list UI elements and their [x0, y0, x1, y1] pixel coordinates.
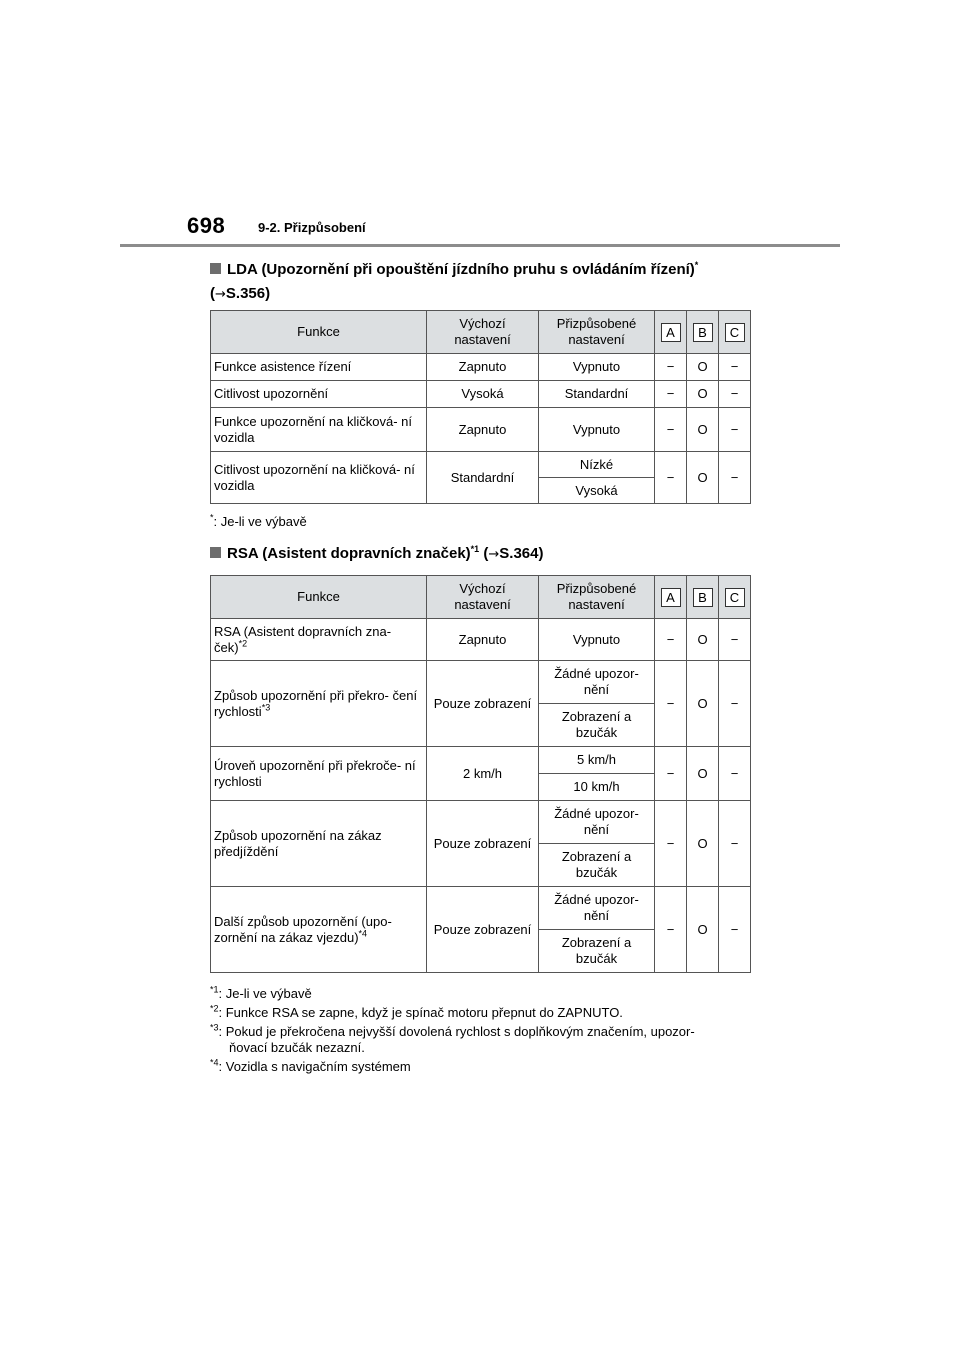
column-header: Funkce — [211, 576, 427, 619]
function-text: Další způsob upozornění (upo- zornění na zákaz vjezdu) — [214, 913, 392, 945]
table-row — [211, 661, 751, 704]
rsa-ref-open: ( — [483, 545, 489, 562]
column-header-b: B — [693, 323, 713, 342]
default-cell: Pouze zobrazení — [427, 801, 539, 887]
table-row — [211, 452, 751, 478]
mark-c: − — [719, 354, 751, 381]
column-header: Funkce — [211, 311, 427, 354]
footnote-mark: * — [210, 512, 214, 523]
header-divider — [120, 244, 840, 247]
footnote-text: : Je-li ve výbavě — [213, 514, 307, 529]
function-cell — [211, 887, 427, 973]
table-row — [211, 747, 751, 774]
mark-b: O — [687, 354, 719, 381]
mark-b: O — [687, 619, 719, 661]
custom-cell: Nízké — [539, 452, 655, 478]
mark-c: − — [719, 381, 751, 408]
mark-b: O — [687, 408, 719, 452]
table-row — [211, 408, 751, 452]
table-row — [211, 381, 751, 408]
function-cell: Úroveň upozornění při překroče- ní rychlosti — [211, 747, 427, 801]
custom-cell: Žádné upozor- nění — [539, 801, 655, 844]
custom-cell: Zobrazení a bzučák — [539, 844, 655, 887]
column-header-c: C — [725, 323, 745, 342]
page-number: 698 — [187, 213, 226, 238]
footnote-item — [210, 1059, 770, 1075]
column-header: Výchozí nastavení — [427, 576, 539, 619]
custom-cell: Vypnuto — [539, 619, 655, 661]
table-row — [211, 887, 751, 930]
rsa-section-title — [210, 542, 770, 567]
custom-cell: 10 km/h — [539, 774, 655, 801]
footnote-text: : Funkce RSA se zapne, když je spínač motoru přepnut do ZAPNUTO. — [218, 1005, 623, 1020]
custom-cell: Zobrazení a bzučák — [539, 930, 655, 973]
custom-cell: Vypnuto — [539, 354, 655, 381]
default-cell: Pouze zobrazení — [427, 661, 539, 747]
column-header-b: B — [693, 588, 713, 607]
custom-cell: 5 km/h — [539, 747, 655, 774]
mark-c: − — [719, 452, 751, 504]
mark-b: O — [687, 747, 719, 801]
chapter-title: 9-2. Přizpůsobení — [258, 220, 366, 235]
footnote-mark: *2 — [210, 1003, 219, 1014]
mark-a: − — [655, 408, 687, 452]
mark-a: − — [655, 354, 687, 381]
column-header: Výchozí nastavení — [427, 311, 539, 354]
lda-section-title — [210, 258, 770, 307]
default-cell: Pouze zobrazení — [427, 887, 539, 973]
default-cell: Zapnuto — [427, 619, 539, 661]
lda-settings-table — [210, 310, 751, 504]
mark-a: − — [655, 747, 687, 801]
function-text: Způsob upozornění při překro- čení rychlosti — [214, 687, 418, 719]
rsa-ref: S.364) — [499, 545, 544, 562]
default-cell: 2 km/h — [427, 747, 539, 801]
custom-cell: Žádné upozor- nění — [539, 887, 655, 930]
mark-c: − — [719, 661, 751, 747]
default-cell: Standardní — [427, 452, 539, 504]
arrow-right-icon: → — [215, 287, 226, 302]
mark-b: O — [687, 887, 719, 973]
function-cell — [211, 661, 427, 747]
lda-footnote — [210, 514, 307, 530]
lda-title-text: LDA (Upozornění při opouštění jízdního pruhu s ovládáním řízení) — [227, 261, 695, 278]
mark-c: − — [719, 408, 751, 452]
mark-c: − — [719, 887, 751, 973]
table-row — [211, 801, 751, 844]
mark-c: − — [719, 801, 751, 887]
table-header-row — [211, 311, 751, 354]
footnote-text: : Vozidla s navigačním systémem — [218, 1059, 411, 1074]
mark-c: − — [719, 619, 751, 661]
mark-a: − — [655, 452, 687, 504]
mark-b: O — [687, 381, 719, 408]
mark-c: − — [719, 747, 751, 801]
table-header-row — [211, 576, 751, 619]
column-header: Přizpůsobené nastavení — [539, 311, 655, 354]
footnote-mark: *3 — [261, 702, 271, 713]
lda-title-mark: * — [694, 260, 699, 270]
mark-a: − — [655, 661, 687, 747]
column-header-a: A — [661, 323, 681, 342]
table-row — [211, 619, 751, 661]
footnote-mark: *4 — [210, 1057, 219, 1068]
function-cell: Citlivost upozornění na kličková- ní vozidla — [211, 452, 427, 504]
square-bullet-icon — [210, 263, 221, 274]
function-cell: Citlivost upozornění — [211, 381, 427, 408]
custom-cell: Žádné upozor- nění — [539, 661, 655, 704]
square-bullet-icon — [210, 547, 221, 558]
default-cell: Vysoká — [427, 381, 539, 408]
table-row — [211, 354, 751, 381]
custom-cell: Vysoká — [539, 478, 655, 504]
footnote-mark: *3 — [210, 1022, 219, 1033]
rsa-settings-table — [210, 575, 751, 973]
lda-ref: S.356) — [225, 285, 271, 302]
mark-a: − — [655, 887, 687, 973]
footnote-continuation: ňovací bzučák nezazní. — [229, 1040, 365, 1055]
footnote-mark: *4 — [358, 928, 368, 939]
default-cell: Zapnuto — [427, 408, 539, 452]
rsa-title-text: RSA (Asistent dopravních značek) — [227, 545, 471, 562]
rsa-footnotes — [210, 986, 770, 1075]
mark-b: O — [687, 661, 719, 747]
mark-b: O — [687, 452, 719, 504]
footnote-text: : Je-li ve výbavě — [218, 986, 312, 1001]
footnote-mark: *1 — [210, 984, 219, 995]
column-header-a: A — [661, 588, 681, 607]
footnote-mark: *2 — [238, 638, 248, 649]
default-cell: Zapnuto — [427, 354, 539, 381]
footnote-text: : Pokud je překročena nejvyšší dovolená rychlost s doplňkovým značením, upozor- — [218, 1024, 695, 1039]
function-cell: Způsob upozornění na zákaz předjíždění — [211, 801, 427, 887]
arrow-right-icon: → — [488, 547, 500, 562]
rsa-title-mark: *1 — [470, 544, 480, 554]
footnote-item — [210, 986, 770, 1002]
mark-b: O — [687, 801, 719, 887]
function-cell: Funkce asistence řízení — [211, 354, 427, 381]
column-header-c: C — [725, 588, 745, 607]
custom-cell: Vypnuto — [539, 408, 655, 452]
mark-a: − — [655, 619, 687, 661]
function-cell — [211, 619, 427, 661]
column-header: Přizpůsobené nastavení — [539, 576, 655, 619]
custom-cell: Standardní — [539, 381, 655, 408]
custom-cell: Zobrazení a bzučák — [539, 704, 655, 747]
mark-a: − — [655, 381, 687, 408]
footnote-item — [210, 1005, 770, 1021]
lda-ref-open: ( — [210, 285, 215, 302]
footnote-item — [210, 1024, 770, 1056]
function-text: RSA (Asistent dopravních zna- ček) — [214, 623, 392, 655]
mark-a: − — [655, 801, 687, 887]
function-cell: Funkce upozornění na kličková- ní vozidla — [211, 408, 427, 452]
